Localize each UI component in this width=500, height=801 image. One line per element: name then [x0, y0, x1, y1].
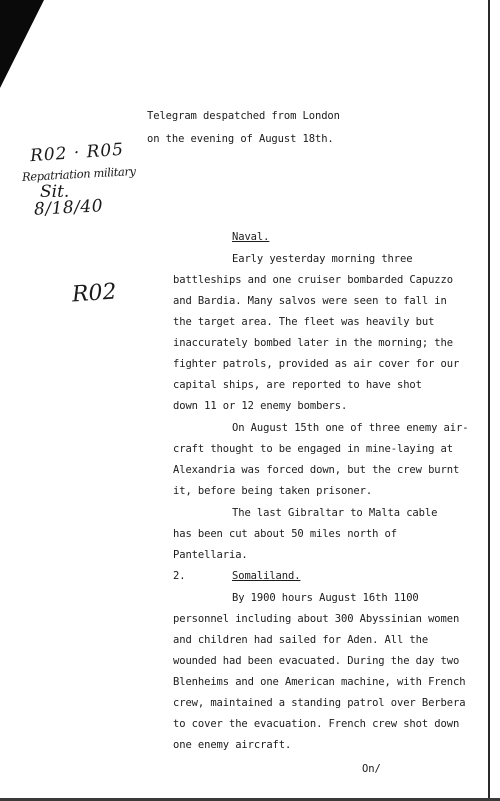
header-line-1: Telegram despatched from London: [147, 110, 340, 122]
naval-para1-line: the target area. The fleet was heavily but: [173, 316, 435, 328]
somaliland-para1-line: crew, maintained a standing patrol over Berbera: [173, 697, 466, 709]
naval-para2-line: it, before being taken prisoner.: [173, 485, 373, 497]
naval-para2-line: craft thought to be engaged in mine-laying at: [173, 443, 453, 455]
naval-para2-line: On August 15th one of three enemy air-: [232, 422, 469, 434]
somaliland-para1-line: one enemy aircraft.: [173, 739, 292, 751]
somaliland-para1-line: to cover the evacuation. French crew shot down: [173, 718, 460, 730]
catchword: On/: [362, 763, 381, 775]
naval-para1-line: fighter patrols, provided as air cover for our: [173, 358, 460, 370]
somaliland-number: 2.: [173, 570, 186, 582]
naval-para1-line: Early yesterday morning three: [232, 253, 413, 265]
handwritten-ref-numbers: R02 · R05: [29, 139, 125, 167]
naval-para3-line: Pantellaria.: [173, 549, 248, 561]
naval-para1-line: battleships and one cruiser bombarded Capuzzo: [173, 274, 453, 286]
handwritten-ref-sit: Sit.: [40, 182, 70, 202]
handwritten-ref-note: Repatriation military: [21, 164, 136, 184]
somaliland-heading: Somaliland.: [232, 570, 301, 582]
naval-para1-line: capital ships, are reported to have shot: [173, 379, 422, 391]
somaliland-para1-line: By 1900 hours August 16th 1100: [232, 592, 419, 604]
somaliland-para1-line: Blenheims and one American machine, with French: [173, 676, 466, 688]
somaliland-para1-line: wounded had been evacuated. During the day two: [173, 655, 460, 667]
scan-corner-shadow: [0, 0, 44, 88]
naval-para3-line: has been cut about 50 miles north of: [173, 528, 397, 540]
naval-para1-line: inaccurately bombed later in the morning; the: [173, 337, 453, 349]
somaliland-para1-line: and children had sailed for Aden. All the: [173, 634, 429, 646]
scan-right-edge: [488, 0, 490, 801]
naval-para1-line: and Bardia. Many salvos were seen to fall in: [173, 295, 447, 307]
naval-para1-line: down 11 or 12 enemy bombers.: [173, 400, 348, 412]
somaliland-para1-line: personnel including about 300 Abyssinian women: [173, 613, 460, 625]
naval-heading: Naval.: [232, 231, 270, 243]
handwritten-ref-date: 8/18/40: [33, 196, 104, 220]
naval-para3-line: The last Gibraltar to Malta cable: [232, 507, 438, 519]
handwritten-page-mark: R02: [71, 279, 118, 308]
header-line-2: on the evening of August 18th.: [147, 133, 334, 145]
naval-para2-line: Alexandria was forced down, but the crew burnt: [173, 464, 460, 476]
